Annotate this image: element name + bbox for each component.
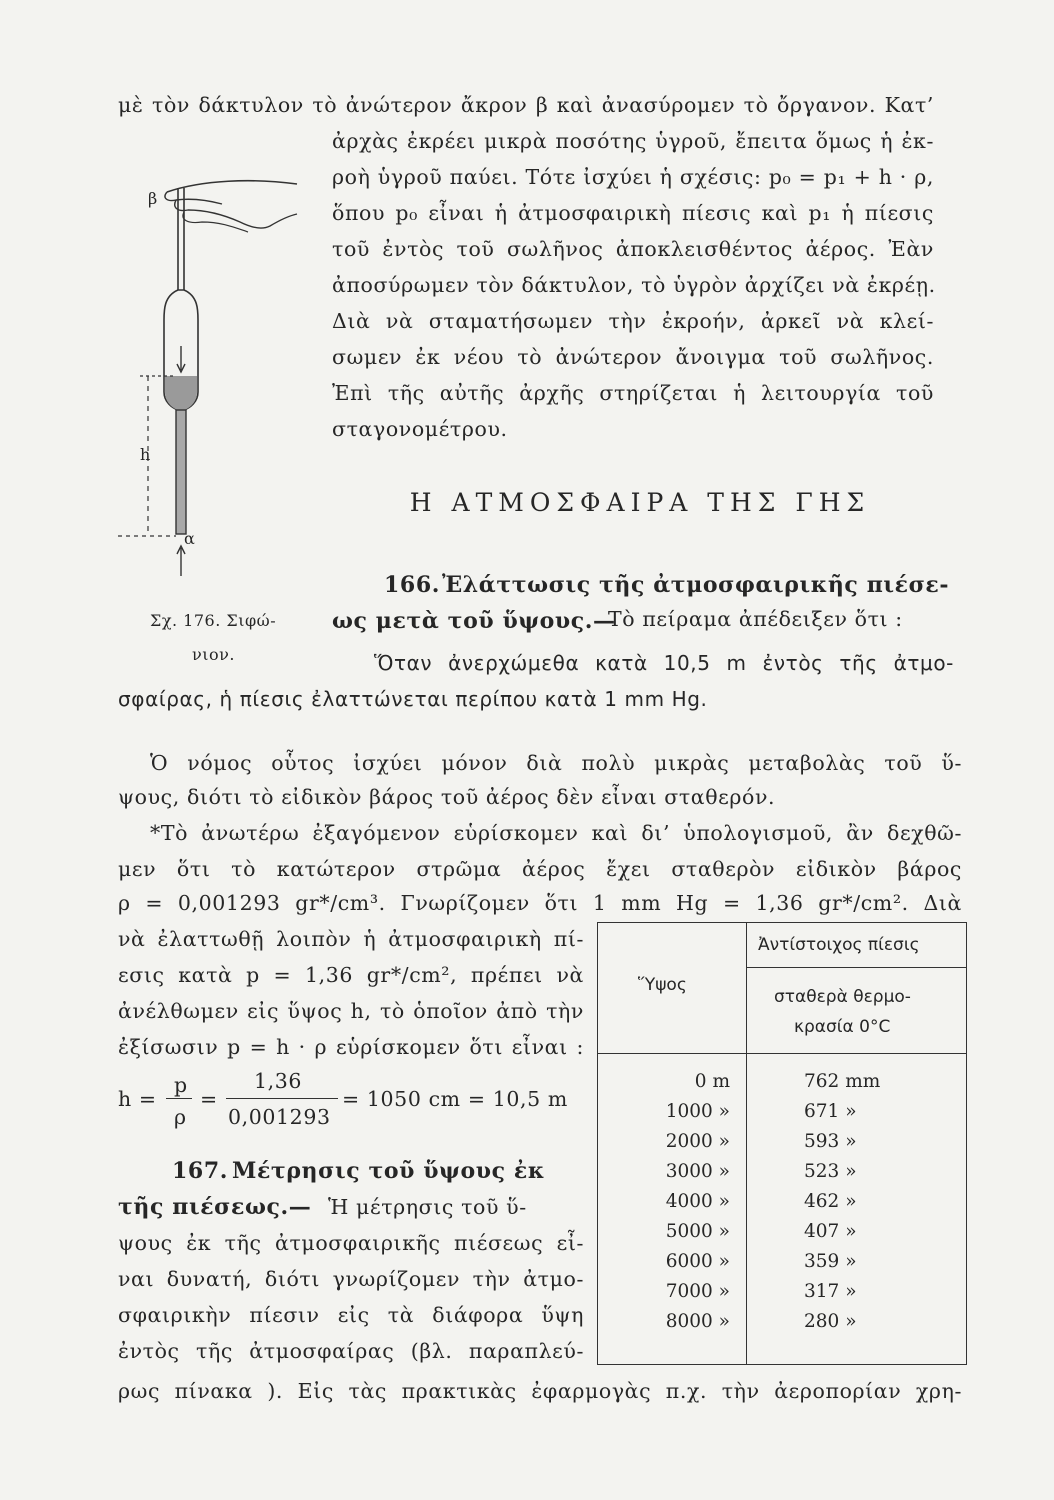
- text-line: Ἡ μέτρησις τοῦ ὕ-: [328, 1195, 527, 1219]
- equation-result: = 1050 cm = 10,5 m: [342, 1087, 568, 1111]
- section-167-number: 167.: [172, 1158, 228, 1184]
- text-line: ψους ἐκ τῆς ἀτμοσφαιρικῆς πιέσεως εἶ-: [118, 1231, 584, 1255]
- table-cell-height: 6000 »: [665, 1251, 730, 1272]
- text-line: ἀνέλθωμεν εἰς ὕψος h, τὸ ὁποῖον ἀπὸ τὴν: [118, 999, 584, 1023]
- text-line: μὲ τὸν δάκτυλον τὸ ἀνώτερον ἄκρον β καὶ ἀνασύρομεν τὸ ὄργανον. Κατ’: [118, 93, 934, 117]
- text-line: τοῦ ἐντὸς τοῦ σωλῆνος ἀποκλεισθέντος ἀέρος. Ἐὰν: [332, 237, 934, 261]
- section-166-title: Ἐλάττωσις τῆς ἀτμοσφαιρικῆς πιέσε-: [442, 572, 950, 598]
- fraction-bar: [226, 1098, 338, 1099]
- section-heading: Η ΑΤΜΟΣΦΑΙΡΑ ΤΗΣ ΓΗΣ: [409, 488, 871, 517]
- table-header-bottom: [598, 1053, 966, 1054]
- text-line: σφαιρικὴν πίεσιν εἰς τὰ διάφορα ὕψη: [118, 1303, 584, 1327]
- table-cell-pressure: 317 »: [804, 1281, 857, 1302]
- table-cell-height: 8000 »: [665, 1311, 730, 1332]
- text-line: ρ = 0,001293 gr*/cm³. Γνωρίζομεν ὅτι 1 mm Hg = 1,36 gr*/cm². Διὰ: [118, 891, 962, 915]
- text-line: σωμεν ἐκ νέου τὸ ἀνώτερον ἄνοιγμα τοῦ σωλῆνος.: [332, 345, 934, 369]
- text-line: Διὰ νὰ σταματήσωμεν τὴν ἐκροήν, ἀρκεῖ νὰ κλεί-: [332, 309, 934, 333]
- table-cell-pressure: 523 »: [804, 1161, 857, 1182]
- section-166-title-cont: ως μετὰ τοῦ ὕψους.—: [332, 608, 616, 634]
- table-cell-height: 2000 »: [665, 1131, 730, 1152]
- figure-caption-cont: νιον.: [192, 645, 235, 664]
- text-line: *Τὸ ἀνωτέρω ἐξαγόμενον εὑρίσκομεν καὶ δι’ ὑπολογισμοῦ, ἂν δεχθῶ-: [150, 821, 962, 845]
- table-header-pressure: Ἀντίστοιχος πίεσις: [758, 935, 920, 955]
- table-header-divider: [746, 967, 966, 968]
- table-cell-pressure: 593 »: [804, 1131, 857, 1152]
- table-header-height: Ὕψος: [638, 975, 687, 995]
- table-cell-height: 1000 »: [665, 1101, 730, 1122]
- text-line: ἐξίσωσιν p = h · ρ εὑρίσκομεν ὅτι εἶναι :: [118, 1035, 584, 1059]
- table-cell-height: 7000 »: [665, 1281, 730, 1302]
- fraction-bar: [166, 1098, 192, 1099]
- equation-equals: =: [200, 1087, 218, 1111]
- section-167-title-cont: τῆς πιέσεως.—: [118, 1194, 312, 1220]
- frac-p-numerator: p: [174, 1073, 188, 1097]
- text-line: Ὁ νόμος οὗτος ἰσχύει μόνον διὰ πολὺ μικρὰς μεταβολὰς τοῦ ὕ-: [150, 751, 962, 775]
- table-header-subnote: σταθερὰ θερμο-: [774, 987, 911, 1007]
- table-cell-pressure: 671 »: [804, 1101, 857, 1122]
- text-line: ἀποσύρωμεν τὸν δάκτυλον, τὸ ὑγρὸν ἀρχίζει νὰ ἐκρέῃ.: [332, 273, 936, 297]
- frac-value-denominator: 0,001293: [228, 1105, 331, 1129]
- table-cell-height: 0 m: [694, 1071, 730, 1092]
- text-line: νὰ ἐλαττωθῇ λοιπὸν ἡ ἀτμοσφαιρικὴ πί-: [118, 927, 584, 951]
- table-cell-pressure: 762 mm: [804, 1071, 881, 1092]
- text-line: ψους, διότι τὸ εἰδικὸν βάρος τοῦ ἀέρος δὲν εἶναι σταθερόν.: [118, 785, 776, 809]
- section-167-title: Μέτρησις τοῦ ὕψους ἐκ: [232, 1158, 545, 1184]
- table-header-subnote: κρασία 0°C: [794, 1017, 891, 1037]
- rule-statement-cont: σφαίρας, ἡ πίεσις ἐλαττώνεται περίπου κατὰ 1 mm Hg.: [118, 687, 708, 711]
- text-line: ἀρχὰς ἐκρέει μικρὰ ποσότης ὑγροῦ, ἔπειτα ὅμως ἡ ἐκ-: [332, 129, 934, 153]
- text-line: ρως πίνακα ). Εἰς τὰς πρακτικὰς ἐφαρμογὰς π.χ. τὴν ἀεροπορίαν χρη-: [118, 1379, 962, 1403]
- table-cell-pressure: 280 »: [804, 1311, 857, 1332]
- label-alpha: α: [184, 529, 196, 548]
- equation-lhs: h =: [118, 1087, 157, 1111]
- text-line: ὅπου p₀ εἶναι ἡ ἀτμοσφαιρικὴ πίεσις καὶ p₁ ἡ πίεσις: [332, 201, 934, 225]
- section-166-intro: Τὸ πείραμα ἀπέδειξεν ὅτι :: [608, 607, 903, 631]
- siphon-illustration: [112, 170, 312, 590]
- siphon-figure: [112, 170, 312, 594]
- figure-caption: Σχ. 176. Σιφώ-: [150, 611, 277, 630]
- text-line: Ἐπὶ τῆς αὐτῆς ἀρχῆς στηρίζεται ἡ λειτουργία τοῦ: [332, 381, 934, 405]
- table-cell-pressure: 462 »: [804, 1191, 857, 1212]
- table-cell-height: 4000 »: [665, 1191, 730, 1212]
- table-column-divider: [746, 923, 747, 1364]
- text-line: ναι δυνατή, διότι γνωρίζομεν τὴν ἀτμο-: [118, 1267, 584, 1291]
- section-166-number: 166.: [384, 572, 440, 598]
- label-beta: β: [148, 189, 158, 208]
- table-cell-height: 3000 »: [665, 1161, 730, 1182]
- table-cell-pressure: 359 »: [804, 1251, 857, 1272]
- frac-value-numerator: 1,36: [254, 1069, 303, 1093]
- pressure-height-table: [597, 922, 967, 1365]
- rule-statement: Ὅταν ἀνερχώμεθα κατὰ 10,5 m ἐντὸς τῆς ἀτμο-: [374, 651, 954, 675]
- frac-p-denominator: ρ: [174, 1105, 187, 1129]
- label-h: h: [140, 445, 151, 464]
- text-line: ἐντὸς τῆς ἀτμοσφαίρας (βλ. παραπλεύ-: [118, 1339, 584, 1363]
- text-line: εσις κατὰ p = 1,36 gr*/cm², πρέπει νὰ: [118, 963, 584, 987]
- text-line: σταγονομέτρου.: [332, 417, 508, 441]
- table-cell-height: 5000 »: [665, 1221, 730, 1242]
- text-line: ροὴ ὑγροῦ παύει. Τότε ἰσχύει ἡ σχέσις: p₀ = p₁ + h · ρ,: [332, 165, 934, 189]
- table-cell-pressure: 407 »: [804, 1221, 857, 1242]
- text-line: μεν ὅτι τὸ κατώτερον στρῶμα ἀέρος ἔχει σταθερὸν εἰδικὸν βάρος: [118, 857, 962, 881]
